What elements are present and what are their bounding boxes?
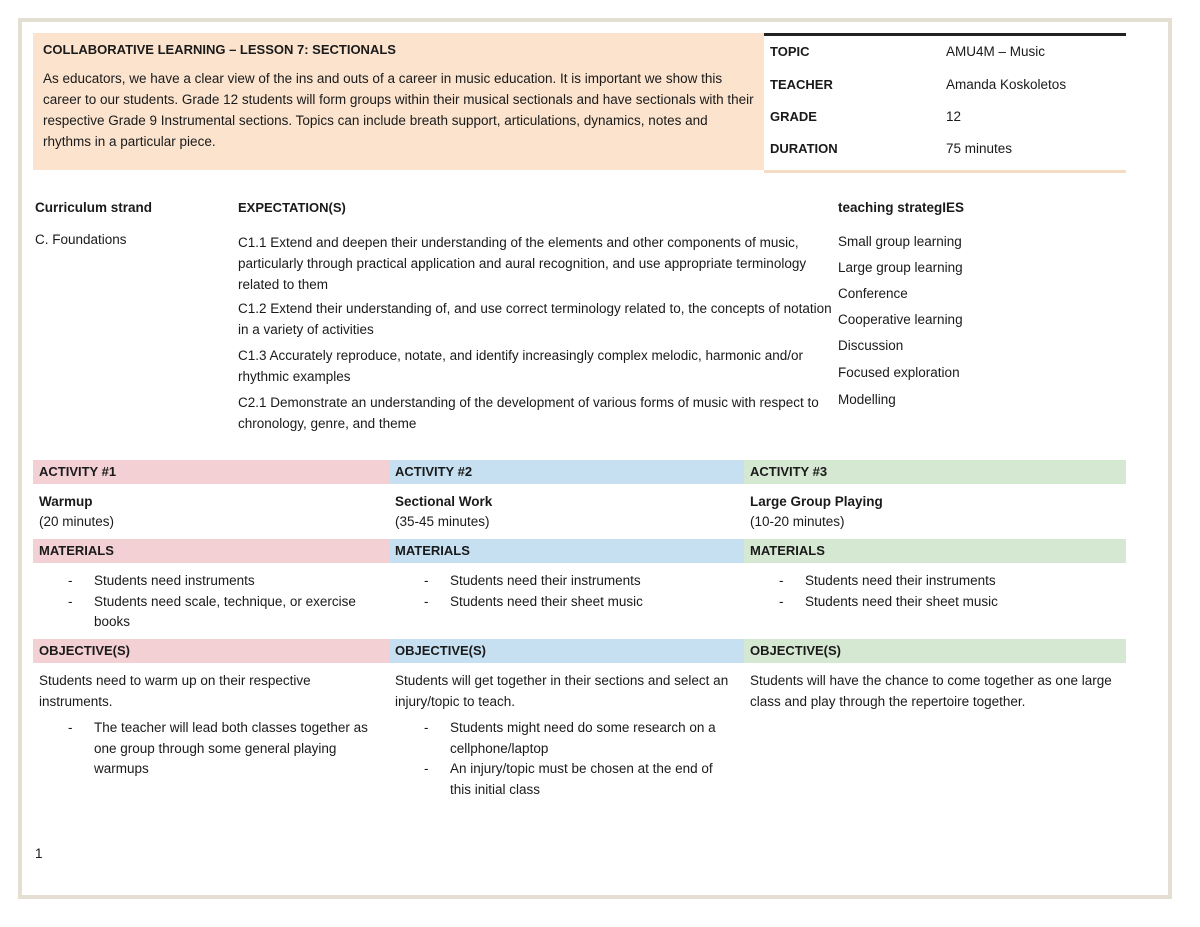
lesson-description: As educators, we have a clear view of the ins and outs of a career in music education. It is important we show this career to our students. Grade 12 students will form groups within their musical sectionals and have sectionals with their respective Grade 9 Instrumental sections. Topics can include breath support, articulations, dynamics, notes and rhythms in a particular piece. <box>43 71 754 149</box>
strategy-item: Cooperative learning <box>838 312 963 327</box>
duration-value: 75 minutes <box>946 141 1013 156</box>
teacher-value: Amanda Koskoletos <box>946 77 1067 92</box>
teaching-strategies-header: teaching strategIES <box>838 200 965 215</box>
list-item: - Students need their instruments <box>750 571 1110 592</box>
topic-label: TOPIC <box>770 44 810 59</box>
list-item: - An injury/topic must be chosen at the end of this initial class <box>395 759 725 800</box>
list-item: - Students might need do some research on a cellphone/laptop <box>395 718 725 759</box>
expectation-c1-1: C1.1 Extend and deepen their understanding of the elements and other components of music, particularly through practical application and aural recognition, and use appropriate terminology related to them <box>238 235 807 292</box>
grade-value: 12 <box>946 109 962 124</box>
activity-1-objective-list <box>39 718 369 780</box>
info-row-teacher <box>764 71 1126 103</box>
grade-label: GRADE <box>770 109 817 124</box>
list-item: - Students need their sheet music <box>750 592 1110 613</box>
activity-1-materials-header: MATERIALS <box>33 539 389 563</box>
lesson-info-table <box>764 33 1126 173</box>
activity-1-objectives-header: OBJECTIVE(S) <box>33 639 389 663</box>
info-row-grade <box>764 103 1126 135</box>
activity-2-duration: (35-45 minutes) <box>395 514 490 529</box>
duration-label: DURATION <box>770 141 838 156</box>
activity-2-objective-list <box>395 718 725 800</box>
activity-3-duration: (10-20 minutes) <box>750 514 845 529</box>
lesson-title: COLLABORATIVE LEARNING – LESSON 7: SECTIONALS <box>43 42 396 57</box>
list-item: - Students need their sheet music <box>395 592 725 613</box>
activity-3-materials-header: MATERIALS <box>744 539 1126 563</box>
strategy-item: Focused exploration <box>838 365 960 380</box>
strategy-item: Modelling <box>838 392 896 407</box>
list-item: - Students need their instruments <box>395 571 725 592</box>
activity-2-header: ACTIVITY #2 <box>389 460 744 484</box>
activity-3-objective: Students will have the chance to come together as one large class and play through the repertoire together. <box>750 673 1112 709</box>
lesson-header <box>33 33 764 170</box>
activity-3-header: ACTIVITY #3 <box>744 460 1126 484</box>
expectations-header: EXPECTATION(S) <box>238 200 346 215</box>
activity-1-materials-list <box>39 571 359 633</box>
expectation-c1-2: C1.2 Extend their understanding of, and use correct terminology related to, the concepts of notation in a variety of activities <box>238 301 832 337</box>
expectation-c1-3: C1.3 Accurately reproduce, notate, and identify increasingly complex melodic, harmonic and/or rhythmic examples <box>238 348 804 384</box>
list-item: - Students need instruments <box>39 571 359 592</box>
curriculum-strand: C. Foundations <box>35 232 127 247</box>
list-item: - Students need scale, technique, or exercise books <box>39 592 359 633</box>
strategy-item: Discussion <box>838 338 904 353</box>
topic-value: AMU4M – Music <box>946 44 1046 59</box>
info-row-duration <box>764 135 1126 167</box>
activity-3-objectives-header: OBJECTIVE(S) <box>744 639 1126 663</box>
strategy-item: Small group learning <box>838 234 962 249</box>
activity-2-name: Sectional Work <box>395 494 493 509</box>
activity-1-duration: (20 minutes) <box>39 514 115 529</box>
info-row-topic <box>764 38 1126 70</box>
list-item: - The teacher will lead both classes together as one group through some general playing warmups <box>39 718 369 780</box>
activity-3-name: Large Group Playing <box>750 494 883 509</box>
activity-2-materials-header: MATERIALS <box>389 539 744 563</box>
strategy-item: Conference <box>838 286 908 301</box>
activity-2-objective: Students will get together in their sections and select an injury/topic to teach. <box>395 673 729 709</box>
curriculum-strand-header: Curriculum strand <box>35 200 153 215</box>
activity-1-name: Warmup <box>39 494 93 509</box>
activity-1-objective: Students need to warm up on their respective instruments. <box>39 673 311 709</box>
activity-1-header: ACTIVITY #1 <box>33 460 389 484</box>
activity-2-materials-list <box>395 571 725 612</box>
teacher-label: TEACHER <box>770 77 833 92</box>
strategy-item: Large group learning <box>838 260 963 275</box>
activity-3-materials-list <box>750 571 1110 612</box>
activity-2-objectives-header: OBJECTIVE(S) <box>389 639 744 663</box>
page-number: 1 <box>35 846 43 861</box>
expectation-c2-1: C2.1 Demonstrate an understanding of the development of various forms of music with respect to chronology, genre, and theme <box>238 395 819 431</box>
